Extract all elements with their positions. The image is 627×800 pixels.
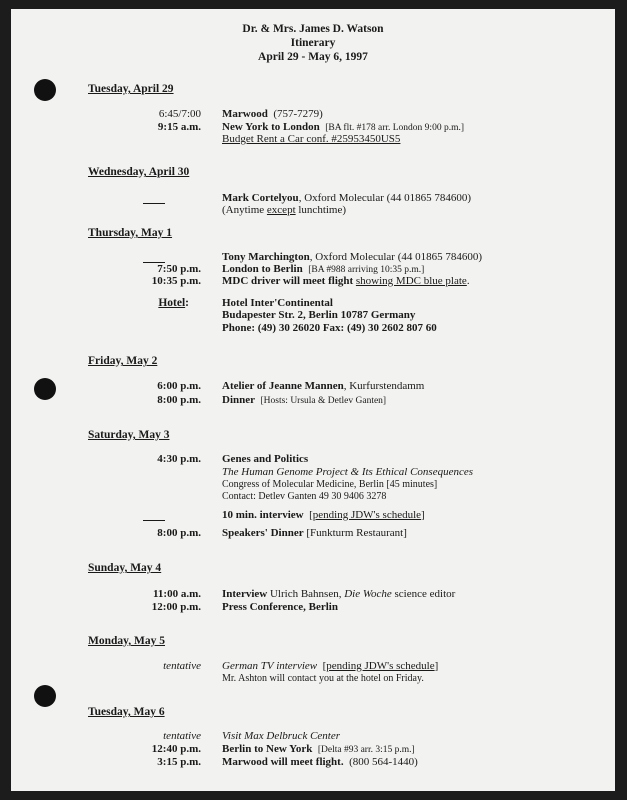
entry xyxy=(222,743,415,755)
entry-note: [BA flt. #178 arr. London 9:00 p.m.] xyxy=(325,123,464,133)
time-dash xyxy=(143,520,165,521)
entry-title: Dinner xyxy=(222,394,255,406)
entry-note: [Delta #93 arr. 3:15 p.m.] xyxy=(317,745,415,755)
time-dash xyxy=(143,203,165,204)
entry-title: Marwood will meet flight. xyxy=(222,756,344,768)
entry xyxy=(222,108,323,120)
entry-note: showing MDC blue plate xyxy=(355,275,467,287)
time: 8:00 p.m. xyxy=(157,527,201,539)
time: tentative xyxy=(163,730,201,742)
entry-text: science editor xyxy=(391,588,456,600)
day-heading: Wednesday, April 30 xyxy=(88,166,190,178)
day-heading: Sunday, May 4 xyxy=(88,562,162,574)
entry-title: Interview xyxy=(222,588,268,600)
time: 3:15 p.m. xyxy=(157,756,201,768)
entry xyxy=(222,263,424,275)
entry-title: New York to London xyxy=(222,121,320,133)
day-heading: Thursday, May 1 xyxy=(88,227,173,239)
time: 4:30 p.m. xyxy=(157,453,201,465)
entry-note: (800 564-1440) xyxy=(349,756,418,768)
entry-title: Press Conference, Berlin xyxy=(222,601,338,613)
punch-hole xyxy=(34,378,56,400)
hotel-address: Budapester Str. 2, Berlin 10787 Germany xyxy=(222,309,416,321)
entry-title: London to Berlin xyxy=(222,263,303,275)
entry xyxy=(222,204,346,216)
entry-note: (757-7279) xyxy=(273,108,323,120)
hotel-phone: Phone: (49) 30 26020 Fax: (49) 30 2602 807 60 xyxy=(222,322,437,334)
entry-note: Contact: Detlev Ganten 49 30 9406 3278 xyxy=(222,491,387,502)
entry-title: 10 min. interview xyxy=(222,509,304,521)
time: 10:35 p.m. xyxy=(151,275,201,287)
hotel-name: Hotel Inter'Continental xyxy=(222,297,333,309)
entry-title: Mark Cortelyou xyxy=(222,192,299,204)
time: 7:50 p.m. xyxy=(157,263,201,275)
entry-note: Mr. Ashton will contact you at the hotel on Friday. xyxy=(222,673,424,684)
entry-text: lunchtime) xyxy=(295,204,347,216)
time: tentative xyxy=(163,660,201,672)
day-heading: Monday, May 5 xyxy=(88,635,165,647)
entry xyxy=(222,380,424,392)
entry-note: pending JDW's schedule xyxy=(326,660,435,672)
entry xyxy=(222,394,386,406)
time: 12:40 p.m. xyxy=(151,743,201,755)
entry-note: [BA #988 arriving 10:35 p.m.] xyxy=(308,265,425,275)
header-dates: April 29 - May 6, 1997 xyxy=(258,51,368,63)
entry-note: [Funkturm Restaurant] xyxy=(306,527,407,539)
time: 11:00 a.m. xyxy=(153,588,201,600)
entry-text: Ulrich Bahnsen, xyxy=(267,588,345,600)
entry xyxy=(222,251,482,263)
entry-text-underlined: except xyxy=(266,204,296,216)
entry-title: Genes and Politics xyxy=(222,453,309,465)
entry-rest: , Oxford Molecular (44 01865 784600) xyxy=(298,192,471,204)
entry xyxy=(222,121,464,133)
entry-rest: , Oxford Molecular (44 01865 784600) xyxy=(309,251,483,263)
entry-subtitle: The Human Genome Project & Its Ethical Consequences xyxy=(222,466,474,478)
entry-note: Budget Rent a Car conf. #25953450US5 xyxy=(222,133,401,145)
entry: German TV interview [pending JDW's schedule] xyxy=(222,660,439,672)
entry-title: Berlin to New York xyxy=(222,743,313,755)
entry-text-italic: Die Woche xyxy=(344,588,392,600)
itinerary-page xyxy=(11,9,615,791)
entry-title: Visit Max Delbruck Center xyxy=(222,730,341,742)
entry xyxy=(222,756,418,768)
day-heading: Friday, May 2 xyxy=(88,355,158,367)
entry xyxy=(222,192,471,204)
entry-text: (Anytime xyxy=(222,204,267,216)
entry-note: pending JDW's schedule xyxy=(312,509,422,521)
time: 12:00 p.m. xyxy=(151,601,201,613)
entry xyxy=(222,588,455,600)
day-heading: Tuesday, May 6 xyxy=(88,706,165,718)
entry-rest: , Kurfurstendamm xyxy=(343,380,425,392)
time: 6:00 p.m. xyxy=(157,380,201,392)
entry-title: Atelier of Jeanne Mannen xyxy=(222,380,344,392)
punch-hole xyxy=(34,685,56,707)
day-heading: Saturday, May 3 xyxy=(88,429,170,441)
day-heading: Tuesday, April 29 xyxy=(88,83,174,95)
entry xyxy=(222,527,407,539)
entry-title: Speakers' Dinner xyxy=(222,527,304,539)
time: 6:45/7:00 xyxy=(158,108,201,120)
entry-note: Congress of Molecular Medicine, Berlin [45 minutes] xyxy=(222,479,438,490)
entry-title: Marwood xyxy=(222,108,268,120)
hotel-label: Hotel: xyxy=(158,297,189,309)
entry: MDC driver will meet flight showing MDC blue plate. xyxy=(222,275,470,287)
entry-title: MDC driver will meet flight xyxy=(222,275,354,287)
entry-title: Tony Marchington xyxy=(222,251,310,263)
time: 8:00 p.m. xyxy=(157,394,201,406)
entry: 10 min. interview [pending JDW's schedule] xyxy=(222,509,425,521)
time: 9:15 a.m. xyxy=(157,121,201,133)
header-name: Dr. & Mrs. James D. Watson xyxy=(242,23,384,35)
punch-hole xyxy=(34,79,56,101)
entry-note: [Hosts: Ursula & Detlev Ganten] xyxy=(260,396,387,406)
hotel-label-text: Hotel xyxy=(158,297,186,309)
entry-title: German TV interview xyxy=(222,660,318,672)
header-title: Itinerary xyxy=(290,37,336,49)
